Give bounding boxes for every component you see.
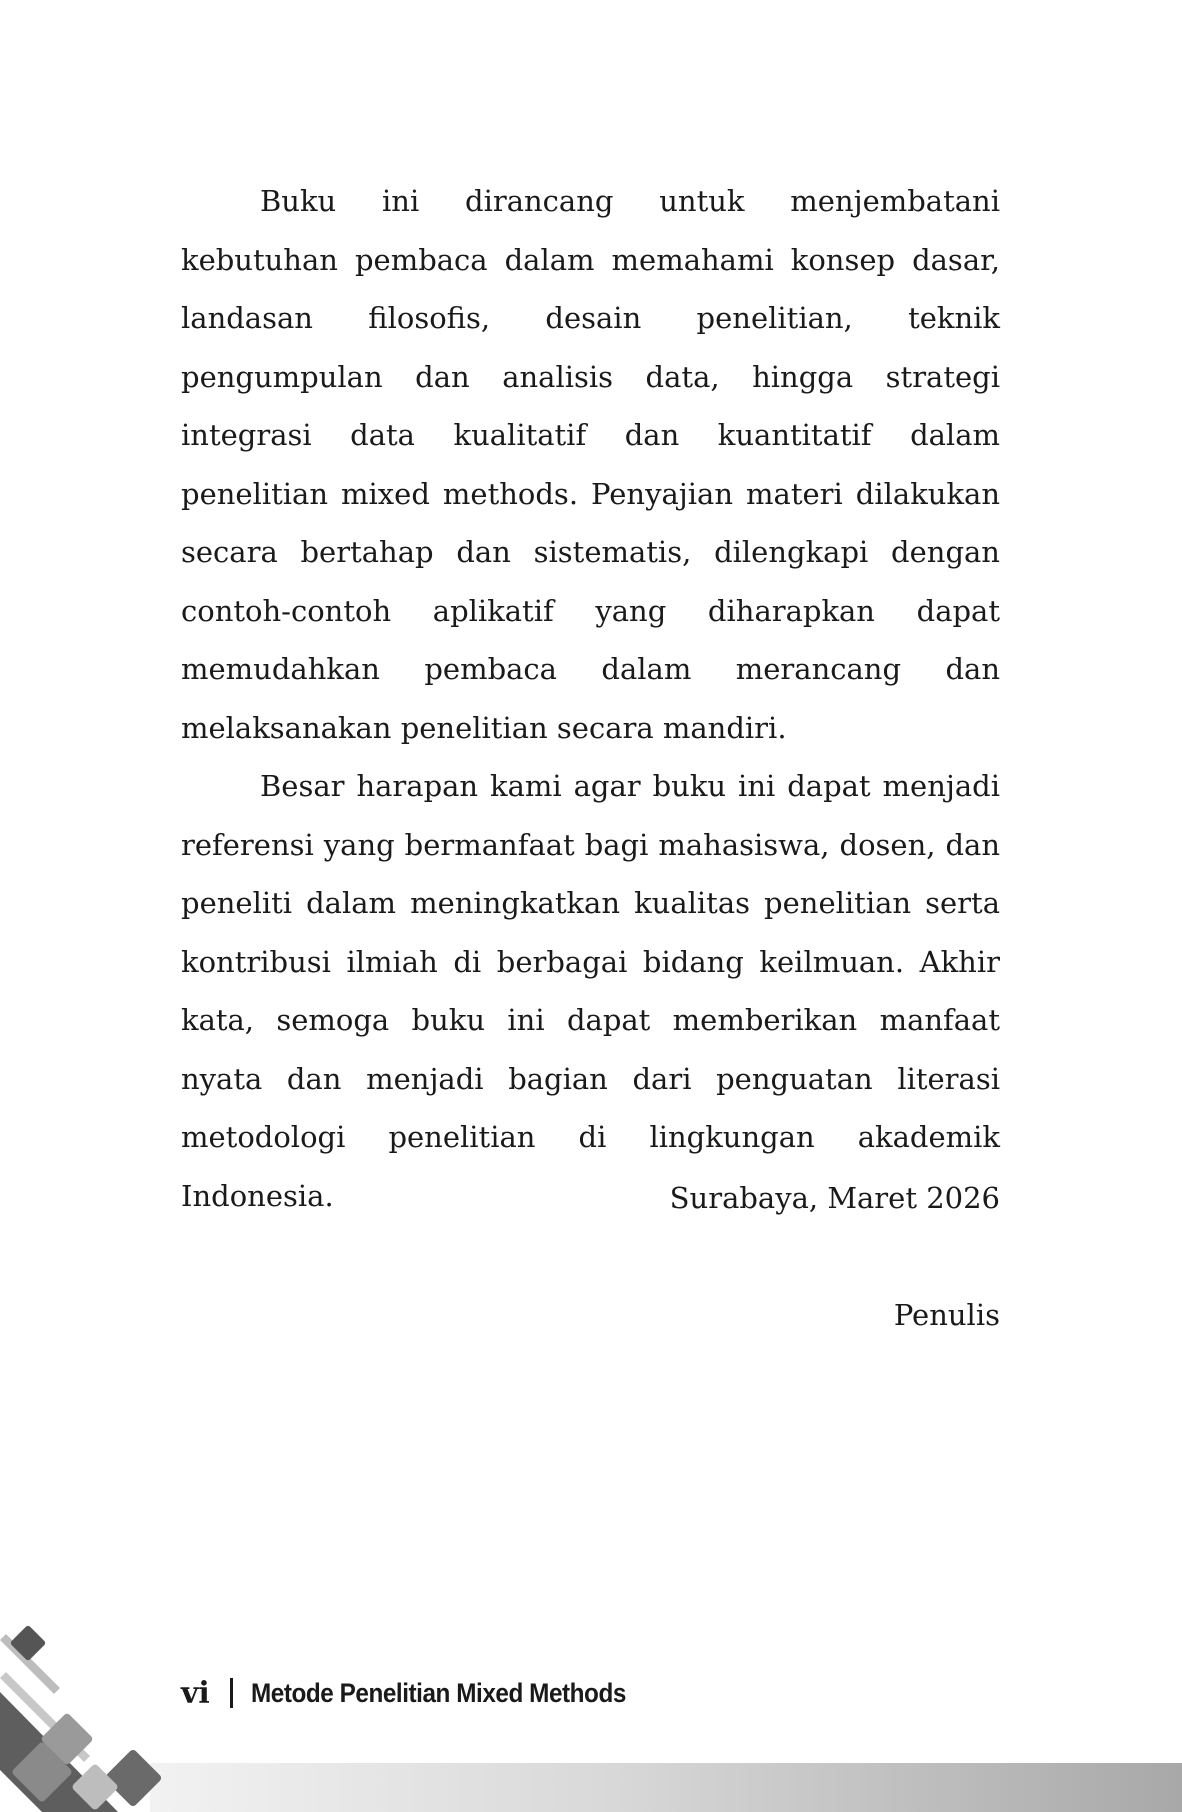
running-title: Metode Penelitian Mixed Methods — [250, 1677, 626, 1708]
paragraph-2: Besar harapan kami agar buku ini dapat menjadi referensi yang bermanfaat bagi mahasiswa, dosen, dan peneliti dalam meningkatkan kualitas penelitian serta kontribusi ilmiah di berbagai bidang keilmuan. Akhir kata, semoga buku ini dapat memberikan manfaat nyata dan menjadi bagian dari penguatan literasi metodologi penelitian di lingkungan akademik Indonesia. — [181, 769, 1000, 1213]
place-date: Surabaya, Maret 2026 — [669, 1181, 1000, 1215]
deco-square-right — [103, 1748, 162, 1807]
author-signature: Penulis — [893, 1298, 1000, 1332]
corner-decoration-icon — [0, 1620, 190, 1812]
bottom-gradient-band — [150, 1763, 1182, 1812]
footer-separator — [230, 1678, 233, 1708]
paragraph-1: Buku ini dirancang untuk menjembatani kebutuhan pembaca dalam memahami konsep dasar, landasan filosofis, desain penelitian, teknik pengumpulan dan analisis data, hingga strategi integrasi data kualitatif dan kuantitatif dalam penelitian mixed methods. Penyajian materi dilakukan secara bertahap dan sistematis, dilengkapi dengan contoh-contoh aplikatif yang diharapkan dapat memudahkan pembaca dalam merancang dan melaksanakan penelitian secara mandiri. — [181, 184, 1000, 745]
preface-body — [181, 172, 1000, 1225]
deco-square-small — [10, 1625, 47, 1662]
page-footer — [181, 1669, 667, 1717]
page-number: vi — [181, 1675, 210, 1711]
